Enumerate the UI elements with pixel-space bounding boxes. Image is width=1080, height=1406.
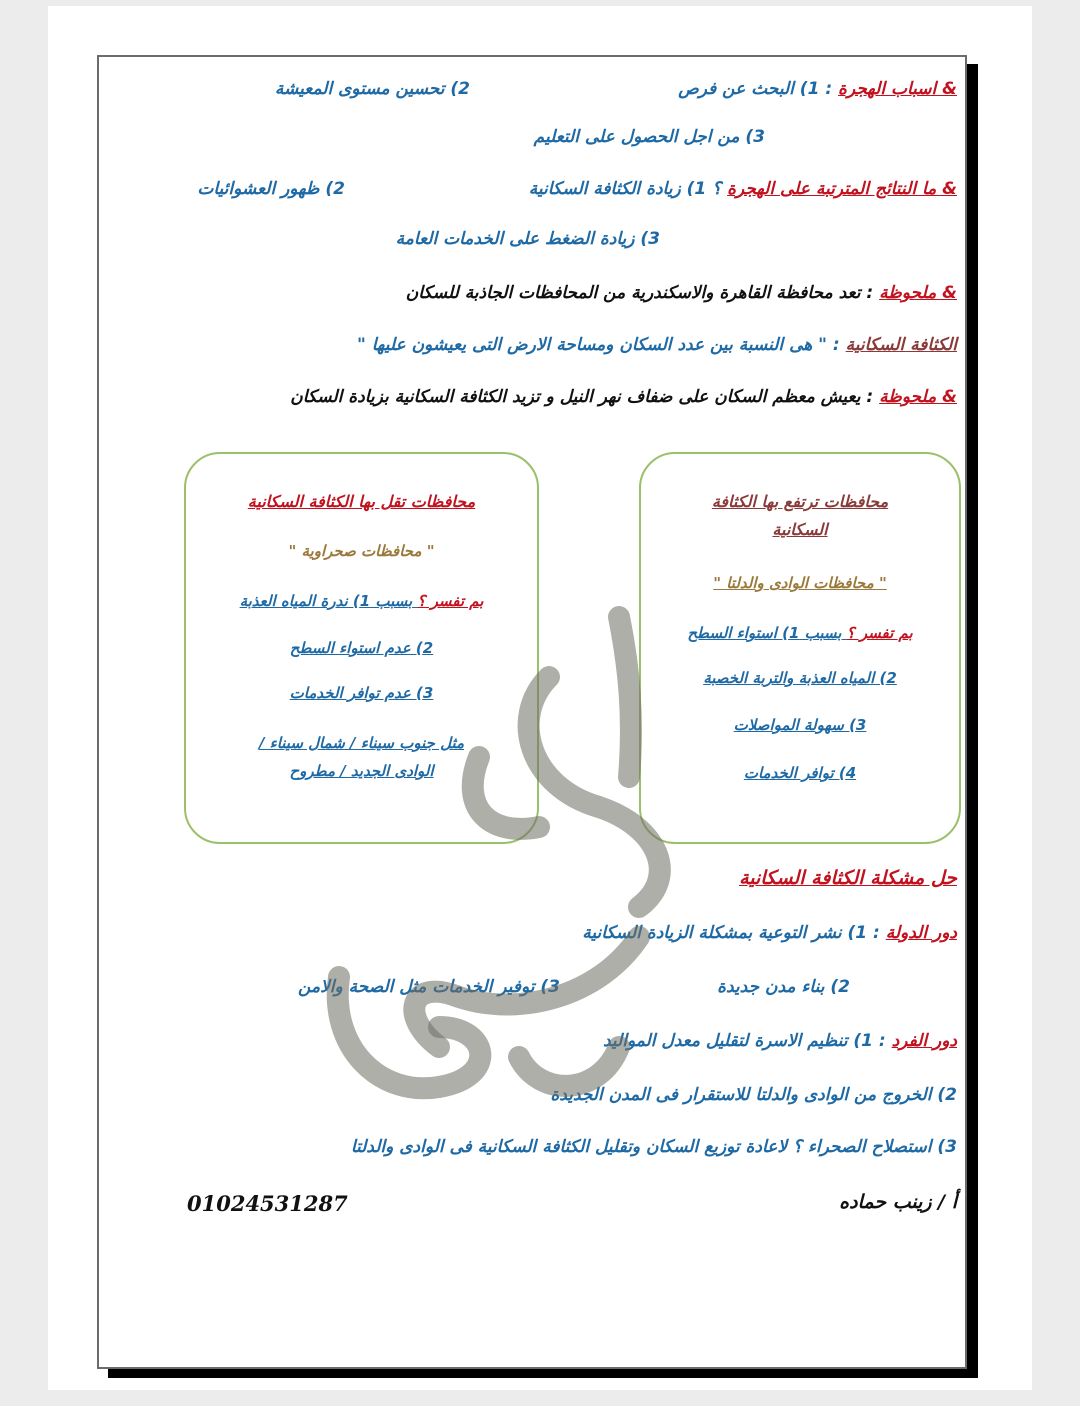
density-definition-label: الكثافة السكانية: [845, 335, 957, 355]
high-density-title-2: السكانية: [772, 520, 828, 539]
phone-number: 01024531287: [187, 1191, 348, 1216]
migration-cause-3: 3) من اجل الحصول على التعليم: [533, 127, 765, 147]
low-density-subtitle: " محافظات صحراوية ": [288, 542, 435, 560]
high-density-reason-4: 4) توافر الخدمات: [743, 764, 857, 782]
migration-results-label: & ما النتائج المترتبة على الهجرة: [727, 179, 957, 199]
migration-causes-sep: :: [819, 79, 839, 99]
individual-role-2: 2) الخروج من الوادى والدلتا للاستقرار فى المدن الجديدة: [550, 1085, 957, 1105]
state-role-sep: :: [867, 923, 886, 943]
high-density-title-1: محافظات ترتفع بها الكثافة: [711, 492, 889, 511]
state-role-line: [582, 923, 957, 943]
solution-heading: حل مشكلة الكثافة السكانية: [739, 867, 957, 889]
high-density-why-label: بم تفسر ؟: [846, 624, 913, 642]
individual-role-line: [603, 1031, 957, 1051]
individual-role-label: دور الفرد: [891, 1031, 957, 1051]
low-density-reason-1: [186, 592, 537, 610]
author-signature: أ / زينب حماده: [839, 1191, 957, 1213]
migration-result-1: 1) زيادة الكثافة السكانية: [528, 179, 707, 199]
low-density-reason-3: 3) عدم توافر الخدمات: [289, 684, 434, 702]
migration-cause-2: 2) تحسين مستوى المعيشة: [274, 79, 470, 99]
low-density-reason-1-text: بسبب 1) ندرة المياه العذبة: [239, 592, 418, 610]
individual-role-sep: :: [872, 1031, 892, 1051]
migration-results-line: [529, 179, 957, 199]
migration-results-sep: ؟: [706, 179, 728, 199]
density-definition-text: : " هى النسبة بين عدد السكان ومساحة الارض التى يعيشون عليها ": [356, 335, 846, 355]
migration-result-2: 2) ظهور العشوائيات: [197, 179, 345, 199]
low-density-title: محافظات تقل بها الكثافة السكانية: [247, 492, 476, 511]
low-density-examples-1: مثل جنوب سيناء / شمال سيناء /: [258, 734, 465, 752]
state-role-2: 2) بناء مدن جديدة: [717, 977, 850, 997]
individual-role-1: 1) تنظيم الاسرة لتقليل معدل المواليد: [602, 1031, 873, 1051]
migration-result-3: 3) زيادة الضغط على الخدمات العامة: [395, 229, 660, 249]
note-1-label: & ملحوظة: [879, 283, 957, 303]
migration-cause-1: 1) البحث عن فرص: [678, 79, 820, 99]
high-density-box: [639, 452, 961, 844]
high-density-reason-1: [641, 624, 959, 642]
low-density-box: [184, 452, 539, 844]
high-density-reason-2: 2) المياه العذبة والتربة الخصبة: [703, 669, 897, 687]
state-role-label: دور الدولة: [885, 923, 957, 943]
low-density-why-label: بم تفسر ؟: [417, 592, 484, 610]
high-density-reason-1-text: بسبب 1) استواء السطح: [687, 624, 847, 642]
note-1-line: [406, 283, 957, 303]
note-2-text: : يعيش معظم السكان على ضفاف نهر النيل و تزيد الكثافة السكانية بزيادة السكان: [290, 387, 880, 407]
note-2-label: & ملحوظة: [879, 387, 957, 407]
state-role-3: 3) توفير الخدمات مثل الصحة والامن: [298, 977, 560, 997]
high-density-reason-3: 3) سهولة المواصلات: [733, 716, 867, 734]
density-definition-line: [357, 335, 957, 355]
state-role-1: 1) نشر التوعية بمشكلة الزيادة السكانية: [582, 923, 868, 943]
high-density-subtitle: " محافظات الوادى والدلتا ": [713, 574, 887, 592]
worksheet-frame: [97, 55, 967, 1369]
migration-causes-line: [678, 79, 957, 99]
migration-causes-label: & اسباب الهجرة: [838, 79, 957, 99]
low-density-examples-2: الوادى الجديد / مطروح: [289, 762, 434, 780]
note-1-text: : تعد محافظة القاهرة والاسكندرية من المحافظات الجاذبة للسكان: [405, 283, 880, 303]
note-2-line: [290, 387, 957, 407]
low-density-reason-2: 2) عدم استواء السطح: [289, 639, 434, 657]
individual-role-3: 3) استصلاح الصحراء ؟ لاعادة توزيع السكان وتقليل الكثافة السكانية فى الوادى والدلتا: [350, 1137, 957, 1157]
